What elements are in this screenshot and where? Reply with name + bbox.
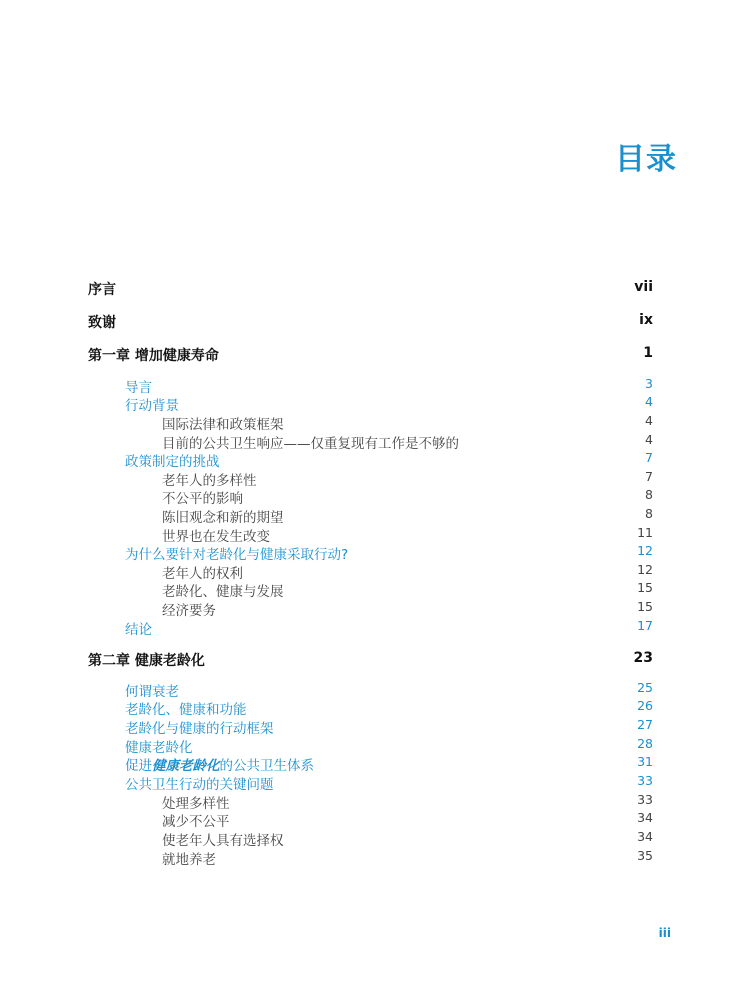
toc-entry-label: 老龄化与健康的行动框架 (125, 721, 274, 737)
toc-entry-page: 4 (645, 394, 653, 409)
toc-entry-page: 33 (637, 792, 653, 807)
toc-entry-page: 7 (645, 450, 653, 465)
toc-entry-label: 老年人的多样性 (162, 473, 257, 489)
toc-entry-label: 经济要务 (162, 603, 216, 619)
page-title: 目录 (615, 142, 677, 177)
toc-entry-label: 第一章 增加健康寿命 (88, 348, 219, 364)
toc-entry-label: 不公平的影响 (162, 491, 243, 507)
toc-entry-page: 17 (637, 618, 653, 633)
toc-entry-page: 35 (637, 848, 653, 863)
page-number: iii (658, 926, 671, 940)
toc-entry-label: 导言 (125, 380, 152, 396)
toc-entry-page: 3 (645, 376, 653, 391)
toc-entry-label: 老龄化、健康与发展 (162, 584, 284, 600)
toc-entry-page: 12 (637, 562, 653, 577)
toc-entry-label: 减少不公平 (162, 814, 230, 830)
toc-entry-label (125, 754, 314, 774)
toc-entry-page: 4 (645, 413, 653, 428)
toc-entry-page: 28 (637, 736, 653, 751)
toc-entry-label: 致谢 (88, 315, 116, 331)
toc-entry-label: 使老年人具有选择权 (162, 833, 284, 849)
toc-entry-page: vii (634, 279, 653, 295)
toc-entry-label: 目前的公共卫生响应——仅重复现有工作是不够的 (162, 436, 459, 452)
toc-entry-page: ix (639, 312, 653, 328)
toc-entry-label: 老龄化、健康和功能 (125, 702, 247, 718)
toc-label-prefix: 促进 (125, 758, 152, 774)
toc-entry-page: 12 (637, 543, 653, 558)
toc-entry-label: 世界也在发生改变 (162, 529, 270, 545)
toc-entry-label: 老年人的权利 (162, 566, 243, 582)
toc-label-emphasis: 健康老龄化 (152, 758, 220, 774)
toc-entry-label: 处理多样性 (162, 796, 230, 812)
toc-entry-page: 23 (633, 650, 653, 666)
toc-entry-page: 7 (645, 469, 653, 484)
toc-entry-page: 31 (637, 754, 653, 769)
toc-label-suffix: 的公共卫生体系 (219, 758, 314, 774)
toc-entry-label: 结论 (125, 622, 152, 638)
toc-entry-label: 为什么要针对老龄化与健康采取行动? (125, 547, 349, 563)
toc-entry-page: 34 (637, 810, 653, 825)
toc-entry-page: 15 (637, 580, 653, 595)
toc-entry-page: 34 (637, 829, 653, 844)
toc-entry-page: 4 (645, 432, 653, 447)
toc-entry-page: 1 (643, 345, 653, 361)
toc-entry-label: 健康老龄化 (125, 740, 193, 756)
toc-entry-label: 就地养老 (162, 852, 216, 868)
toc-entry-page: 26 (637, 698, 653, 713)
toc-entry-label: 第二章 健康老龄化 (88, 653, 205, 669)
toc-entry-page: 8 (645, 487, 653, 502)
toc-entry-label: 行动背景 (125, 398, 179, 414)
toc-entry-page: 8 (645, 506, 653, 521)
toc-entry-page: 27 (637, 717, 653, 732)
toc-entry-page: 33 (637, 773, 653, 788)
toc-entry-label: 序言 (88, 282, 116, 298)
toc-entry-label: 国际法律和政策框架 (162, 417, 284, 433)
toc-entry-label: 公共卫生行动的关键问题 (125, 777, 274, 793)
toc-entry-label: 陈旧观念和新的期望 (162, 510, 284, 526)
toc-entry-label: 何谓衰老 (125, 684, 179, 700)
toc-entry-label: 政策制定的挑战 (125, 454, 220, 470)
toc-entry-page: 25 (637, 680, 653, 695)
toc-entry-page: 11 (637, 525, 653, 540)
toc-entry-page: 15 (637, 599, 653, 614)
